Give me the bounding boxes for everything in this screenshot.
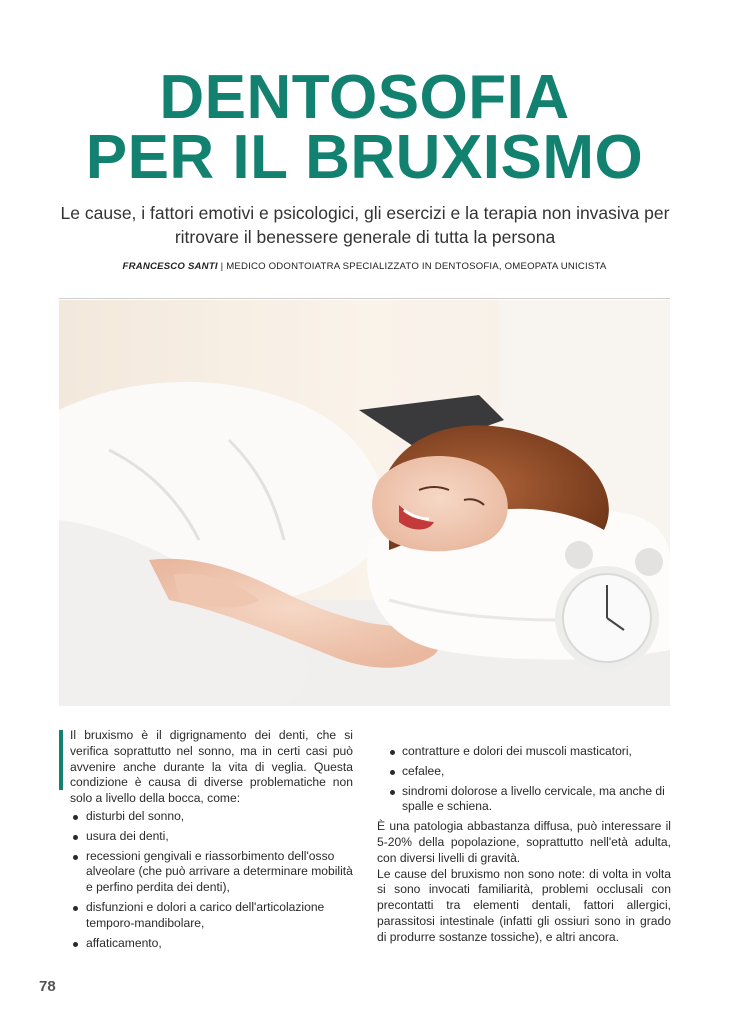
article-column-left <box>59 728 353 955</box>
list-item: sindromi dolorose a livello cervicale, ma anche di spalle e schiena. <box>377 784 671 816</box>
list-item: contratture e dolori dei muscoli masticatori, <box>377 744 671 760</box>
paragraph-prevalence: È una patologia abbastanza diffusa, può interessare il 5-20% della popolazione, soprattutto nell'età adulta, con diversi livelli di gravità. <box>377 819 671 865</box>
list-item: disturbi del sonno, <box>59 809 353 825</box>
byline-separator: | <box>217 261 227 272</box>
symptom-list-right <box>377 744 671 815</box>
photo-woman-sleeping-bruxism <box>59 300 670 706</box>
header-divider <box>59 298 670 299</box>
list-item: recessioni gengivali e riassorbimento dell'osso alveolare (che può arrivare a determinare mobilità e perfino perdita dei denti), <box>59 849 353 896</box>
paragraph-causes: Le cause del bruxismo non sono note: di volta in volta si sono invocati familiarità, problemi occlusali con precontatti tra elementi dentali, fattori allergici, parassitosi intestinale (infatti gli ossiuri sono in grado di produrre sostanze tossiche), e altri ancora. <box>377 866 671 944</box>
article-title-line-1: DENTOSOFIA <box>159 63 570 132</box>
list-item: disfunzioni e dolori a carico dell'articolazione temporo-mandibolare, <box>59 900 353 932</box>
list-item: usura dei denti, <box>59 829 353 845</box>
symptom-list-left <box>59 809 353 951</box>
page-number: 78 <box>39 978 56 995</box>
intro-paragraph <box>59 728 353 807</box>
article-column-right <box>377 728 671 946</box>
list-item: affaticamento, <box>59 936 353 952</box>
article-title-line-2: PER IL BRUXISMO <box>85 123 644 192</box>
list-item: cefalee, <box>377 764 671 780</box>
drop-cap-accent-bar <box>59 730 63 790</box>
article-subtitle: Le cause, i fattori emotivi e psicologici, gli esercizi e la terapia non invasiva per ritrovare il benessere generale di tutta la persona <box>60 203 670 247</box>
author-name: FRANCESCO SANTI <box>122 261 218 272</box>
byline <box>0 261 729 272</box>
article-title <box>0 63 729 192</box>
intro-text: Il bruxismo è il digrignamento dei denti, che si verifica soprattutto nel sonno, ma in certi casi può avvenire anche durante la vita di veglia. Questa condizione è causa di diverse problematiche non solo a livello della bocca, come: <box>70 728 353 806</box>
author-role: MEDICO ODONTOIATRA SPECIALIZZATO IN DENTOSOFIA, OMEOPATA UNICISTA <box>226 261 607 272</box>
